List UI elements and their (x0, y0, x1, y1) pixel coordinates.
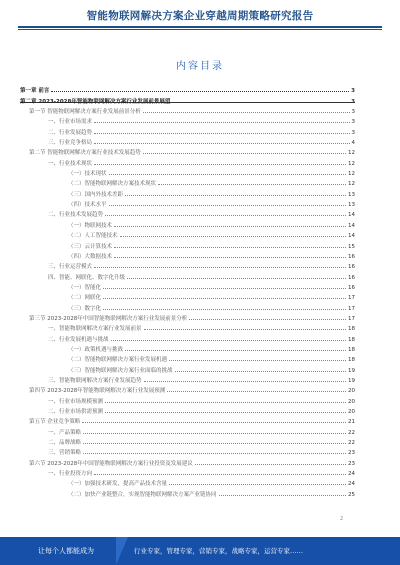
toc-entry-page: 18 (348, 336, 355, 343)
toc-leader-dots (51, 91, 349, 92)
toc-entry[interactable] (20, 218, 355, 228)
toc-entry-page: 19 (348, 367, 355, 374)
toc-leader-dots (120, 236, 346, 237)
toc-leader-dots (144, 381, 346, 382)
toc-leader-dots (158, 184, 346, 185)
toc-entry-title: 三、智能物联网解决方案行业发展趋势 (48, 377, 142, 384)
toc-leader-dots (83, 433, 346, 434)
toc-entry[interactable] (20, 446, 355, 456)
toc-entry-title: 一、行业投资方向 (48, 471, 93, 478)
toc-entry-page: 4 (351, 140, 355, 147)
toc-entry-title: （四）大数据技术 (68, 253, 113, 260)
toc-entry-page: 18 (348, 346, 355, 353)
toc-entry[interactable] (20, 156, 355, 166)
toc-entry-page: 20 (348, 398, 355, 405)
toc-entry[interactable] (20, 125, 355, 135)
toc-entry-title: 一、产品策略 (48, 429, 82, 436)
toc-entry-title: 第一章 前言 (20, 88, 50, 95)
footer-slogan-left: 让每个人都能成为 (38, 547, 94, 555)
toc-entry[interactable] (20, 105, 355, 115)
toc-entry-page: 14 (348, 212, 355, 219)
footer-wedge (116, 537, 128, 565)
toc-entry-title: 一、行业市场需求 (48, 119, 93, 126)
toc-entry-title: （三）云计算技术 (68, 243, 113, 250)
toc-entry-title: （二）网联化 (68, 295, 102, 302)
toc-entry-title: 二、品牌战略 (48, 440, 82, 447)
header-rule (18, 26, 382, 28)
toc-entry-title: （一）智能化 (68, 284, 102, 291)
toc-leader-dots (175, 371, 346, 372)
toc-entry[interactable] (20, 436, 355, 446)
toc-entry[interactable] (20, 115, 355, 125)
toc-entry-title: 第一节 智能物联网解决方案行业发展前景分析 (29, 109, 141, 116)
toc-entry-title: 第六节 2023-2028年中国智能物联网解决方案行业投资及发展建议 (29, 460, 193, 467)
toc-entry[interactable] (20, 353, 355, 363)
toc-entry[interactable] (20, 84, 355, 94)
toc-leader-dots (125, 195, 346, 196)
toc-entry[interactable] (20, 229, 355, 239)
toc-entry[interactable] (20, 415, 355, 425)
toc-entry-page: 13 (348, 202, 355, 209)
toc-entry-page: 3 (351, 129, 355, 136)
toc-entry-title: 四、智能、网联化、数字化升级 (48, 274, 126, 281)
toc-entry-page: 17 (348, 315, 355, 322)
toc-entry-title: （一）政策机遇与挑战 (68, 346, 124, 353)
toc-leader-dots (109, 205, 346, 206)
toc-leader-dots (114, 226, 346, 227)
toc-entry-page: 19 (348, 377, 355, 384)
toc-entry-page: 22 (348, 429, 355, 436)
toc-entry[interactable] (20, 374, 355, 384)
toc-entry-title: 第三节 2023-2028年中国智能物联网解决方案行业发展前景分析 (29, 315, 188, 322)
toc-entry-title: 一、智能物联网解决方案行业发展前景 (48, 326, 142, 333)
toc-entry-title: （三）智能物联网解决方案行业面临的挑战 (68, 367, 173, 374)
toc-entry[interactable] (20, 322, 355, 332)
toc-entry-page: 20 (348, 409, 355, 415)
toc-entry[interactable] (20, 312, 355, 322)
header-rule-thin (18, 29, 382, 30)
toc-leader-dots (94, 122, 349, 123)
toc-entry[interactable] (20, 177, 355, 187)
toc-leader-dots (103, 298, 346, 299)
toc-entry[interactable] (20, 477, 355, 487)
toc-entry[interactable] (20, 405, 355, 415)
toc-entry-title: 三、行业运营模式 (48, 264, 93, 271)
toc-entry[interactable] (20, 260, 355, 270)
toc-entry-page: 3 (351, 88, 355, 95)
toc-entry-page: 3 (351, 109, 355, 116)
toc-entry-page: 3 (351, 98, 355, 105)
toc-entry-page: 20 (348, 388, 355, 395)
toc-entry[interactable] (20, 456, 355, 466)
toc-entry-title: 第五节 企业竞争策略 (29, 419, 81, 426)
toc-entry-page: 16 (348, 284, 355, 291)
toc-entry-page: 16 (348, 274, 355, 281)
toc-entry[interactable] (20, 425, 355, 435)
toc-entry-page: 12 (348, 181, 355, 188)
page-footer (0, 537, 400, 565)
toc-leader-dots (83, 453, 346, 454)
toc-leader-dots (125, 350, 346, 351)
toc-entry[interactable] (20, 332, 355, 342)
toc-entry-title: （二）智能物联网解决方案技术现状 (68, 181, 157, 188)
footer-slogan-right: 行业专家，管理专家，营销专家，战略专家，运营专家…… (134, 547, 303, 555)
toc-entry-title: 第四节 2023-2028年智能物联网解决方案行业发展预测 (29, 388, 166, 395)
toc-entry-title: 一、行业市场规模预测 (48, 398, 104, 405)
toc-leader-dots (82, 422, 346, 423)
toc-entry-page: 24 (348, 471, 355, 478)
toc-entry-page: 22 (348, 440, 355, 447)
toc-entry-title: 二、行业发展趋势 (48, 129, 93, 136)
toc-leader-dots (144, 329, 346, 330)
toc-entry-title: 三、营销策略 (48, 450, 82, 457)
toc-entry[interactable] (20, 394, 355, 404)
toc-entry[interactable] (20, 94, 355, 104)
header-title: 智能物联网解决方案企业穿越周期策略研究报告 (86, 10, 314, 22)
toc-entry-page: 15 (348, 243, 355, 250)
toc-leader-dots (105, 215, 346, 216)
toc-leader-dots (189, 319, 346, 320)
toc-entry-page: 23 (348, 450, 355, 457)
toc-leader-dots (103, 309, 346, 310)
toc-leader-dots (114, 257, 346, 258)
toc-leader-dots (94, 267, 346, 268)
toc-leader-dots (94, 164, 346, 165)
toc-title: 内容目录 (176, 61, 224, 72)
toc-leader-dots (94, 474, 346, 475)
toc-entry[interactable] (20, 487, 355, 497)
toc-entry[interactable] (20, 384, 355, 394)
toc-entry-title: 二、行业市场供需预测 (48, 409, 104, 415)
toc-entry[interactable] (20, 146, 355, 156)
toc-entry[interactable] (20, 301, 355, 311)
toc-entry-title: （四）技术水平 (68, 202, 107, 209)
toc-entry-title: （二）加快产业链整合，实现智能物联网解决方案产业链协同 (68, 491, 217, 498)
toc-entry-page: 18 (348, 357, 355, 364)
toc-entry-page: 16 (348, 264, 355, 271)
toc-entry[interactable] (20, 136, 355, 146)
toc-entry-title: 第二节 智能物联网解决方案行业技术发展趋势 (29, 150, 141, 157)
toc-entry-page: 23 (348, 460, 355, 467)
toc-entry[interactable] (20, 281, 355, 291)
toc-entry-title: （三）国内外技术差距 (68, 191, 124, 198)
toc-leader-dots (143, 153, 346, 154)
toc-leader-dots (167, 391, 346, 392)
toc-entry-page: 21 (348, 419, 355, 426)
toc-leader-dots (169, 484, 346, 485)
toc-leader-dots (169, 360, 346, 361)
toc-leader-dots (109, 174, 346, 175)
page-number: 2 (340, 516, 344, 522)
toc-entry[interactable] (20, 167, 355, 177)
toc-entry-page: 17 (348, 305, 355, 312)
toc-entry-title: （一）技术现状 (68, 171, 107, 178)
toc-entry-title: 第二章 2023-2028年智能物联网解决方案行业发展前景展望 (20, 98, 171, 105)
table-of-contents (20, 84, 355, 498)
toc-entry-title: 一、行业技术现状 (48, 160, 93, 167)
toc-leader-dots (83, 443, 346, 444)
toc-entry-page: 12 (348, 171, 355, 178)
toc-leader-dots (172, 102, 349, 103)
page-header (0, 0, 400, 32)
toc-entry-page: 24 (348, 481, 355, 488)
toc-leader-dots (94, 133, 349, 134)
toc-entry-title: （二）智能物联网解决方案行业发展机遇 (68, 357, 168, 364)
toc-entry[interactable] (20, 239, 355, 249)
toc-entry-page: 17 (348, 295, 355, 302)
toc-entry-page: 12 (348, 160, 355, 167)
toc-entry-title: （二）人工智能技术 (68, 233, 118, 240)
toc-entry-title: （一）加强技术研发，提高产品技术含量 (68, 481, 168, 488)
toc-entry-title: （一）物联网技术 (68, 222, 113, 229)
toc-leader-dots (105, 412, 346, 413)
toc-entry-page: 18 (348, 326, 355, 333)
toc-entry-page: 16 (348, 253, 355, 260)
toc-entry[interactable] (20, 467, 355, 477)
toc-entry-page: 13 (348, 191, 355, 198)
toc-entry[interactable] (20, 343, 355, 353)
toc-entry-page: 12 (348, 150, 355, 157)
toc-entry-title: 二、行业发展机遇与挑战 (48, 336, 109, 343)
toc-leader-dots (94, 143, 349, 144)
toc-leader-dots (219, 495, 346, 496)
toc-entry-title: 三、行业竞争格局 (48, 140, 93, 147)
toc-entry-page: 14 (348, 222, 355, 229)
toc-entry-page: 3 (351, 119, 355, 126)
toc-leader-dots (105, 402, 346, 403)
toc-entry[interactable] (20, 291, 355, 301)
toc-entry-page: 14 (348, 233, 355, 240)
toc-entry[interactable] (20, 270, 355, 280)
toc-leader-dots (111, 340, 346, 341)
toc-leader-dots (103, 288, 346, 289)
toc-entry[interactable] (20, 208, 355, 218)
toc-entry[interactable] (20, 198, 355, 208)
toc-leader-dots (114, 247, 346, 248)
toc-leader-dots (143, 112, 350, 113)
toc-entry-title: 二、行业技术发展趋势 (48, 212, 104, 219)
toc-leader-dots (195, 464, 346, 465)
toc-entry[interactable] (20, 187, 355, 197)
toc-leader-dots (127, 278, 346, 279)
toc-entry-title: （三）数字化 (68, 305, 102, 312)
toc-entry[interactable] (20, 363, 355, 373)
toc-entry-page: 25 (348, 491, 355, 498)
toc-entry[interactable] (20, 250, 355, 260)
